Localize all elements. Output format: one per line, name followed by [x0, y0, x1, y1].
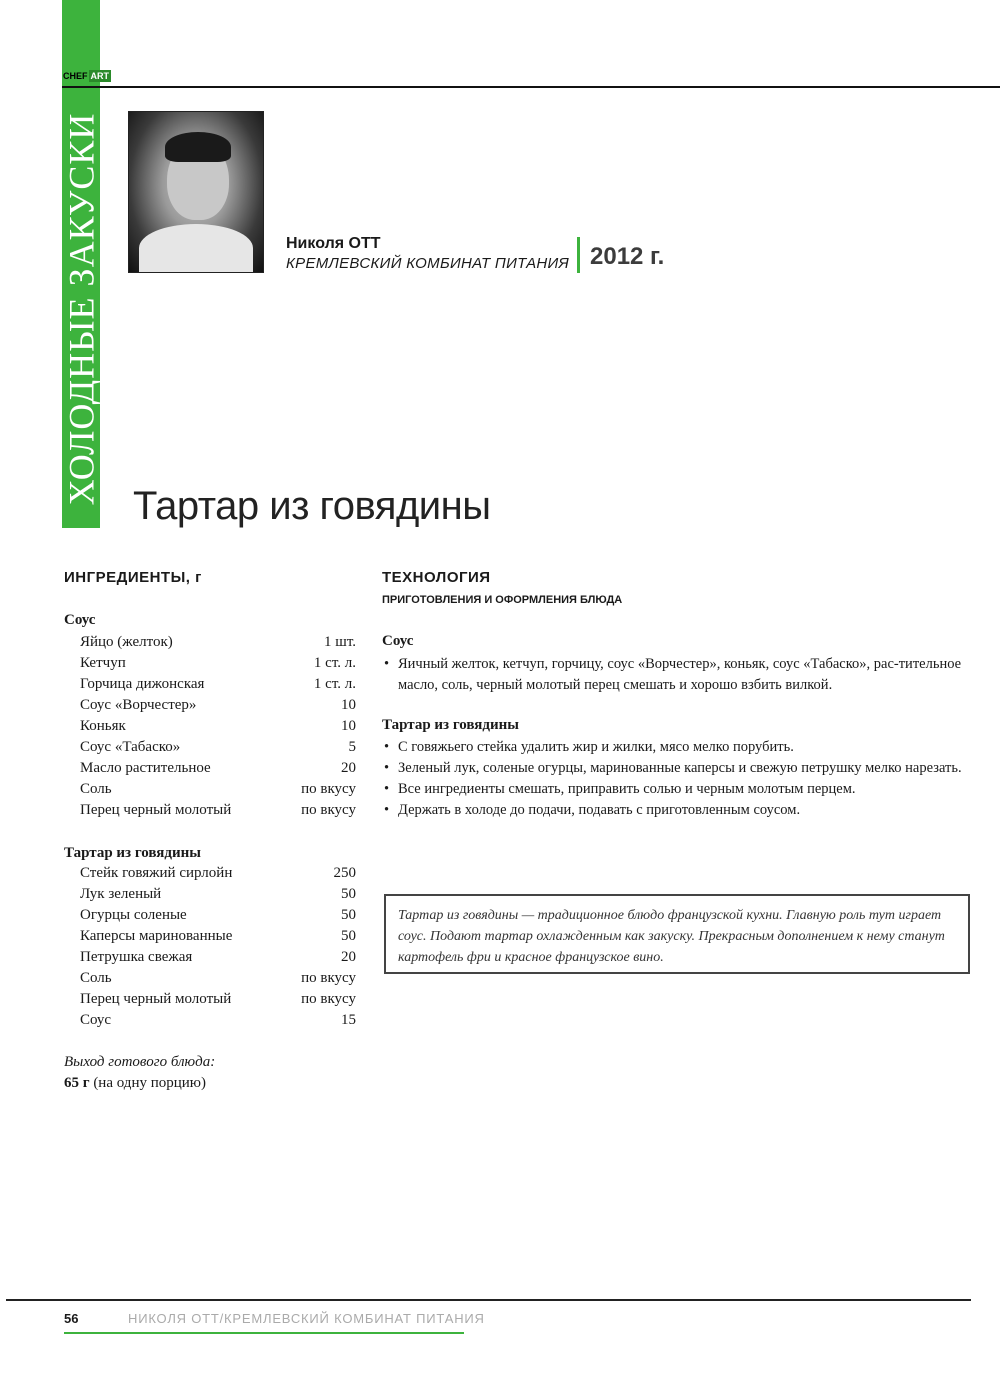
ingredient-row [80, 697, 356, 718]
photo-shoulders [139, 224, 253, 272]
step-list [382, 654, 980, 696]
ingredient-name: Стейк говяжий сирлойн [80, 865, 233, 881]
ingredient-name: Соль [80, 970, 112, 986]
technology-subheading: ПРИГОТОВЛЕНИЯ И ОФОРМЛЕНИЯ БЛЮДА [382, 594, 623, 606]
section-title [62, 90, 100, 528]
step-list [382, 737, 980, 821]
ingredient-amount: 1 ст. л. [313, 676, 356, 692]
ingredient-amount: 1 ст. л. [313, 655, 356, 671]
ingredient-row [80, 970, 356, 991]
ingredient-name: Яйцо (желток) [80, 634, 173, 650]
ingredient-name: Соус «Ворчестер» [80, 697, 197, 713]
footer-rule [6, 1299, 971, 1301]
brand-logo [62, 69, 111, 83]
step-section-title: Тартар из говядины [382, 717, 520, 733]
step-item: • Яичный желток, кетчуп, горчицу, соус «Ворчестер», коньяк, соус «Табаско», рас-тительное масло, соль, черный молотый перец смешать и хорошо взбить вилкой. [382, 654, 980, 696]
ingredient-row [80, 781, 356, 802]
yield-note: (на одну порцию) [93, 1075, 207, 1091]
ingredient-amount: 20 [341, 760, 356, 776]
photo-hair [165, 132, 231, 162]
step-section-title: Соус [382, 633, 414, 649]
ingredient-name: Горчица дижонская [80, 676, 205, 692]
ingredient-amount: 10 [341, 718, 356, 734]
ingredient-row [80, 634, 356, 655]
ingredient-amount: 5 [348, 739, 356, 755]
footer-text: НИКОЛЯ ОТТ/КРЕМЛЕВСКИЙ КОМБИНАТ ПИТАНИЯ [128, 1311, 485, 1326]
section-title-text: ХОЛОДНЫЕ ЗАКУСКИ [61, 112, 101, 506]
ingredient-row [80, 949, 356, 970]
ingredient-name: Соль [80, 781, 112, 797]
ingredient-name: Лук зеленый [80, 886, 162, 902]
ingredient-name: Коньяк [80, 718, 126, 734]
ingredient-name: Кетчуп [80, 655, 126, 671]
ingredient-group-title: Соус [64, 612, 96, 628]
page-number: 56 [64, 1311, 79, 1326]
ingredient-amount: 20 [341, 949, 356, 965]
brand-art: ART [90, 71, 109, 81]
ingredient-amount: по вкусу [301, 970, 356, 986]
brand-chef: CHEF [63, 71, 88, 81]
year: 2012 г. [590, 243, 665, 270]
ingredient-row [80, 886, 356, 907]
dish-title: Тартар из говядины [133, 484, 491, 528]
technology-heading: ТЕХНОЛОГИЯ [382, 569, 491, 586]
ingredient-amount: 10 [341, 697, 356, 713]
step-item: • Зеленый лук, соленые огурцы, маринованные каперсы и свежую петрушку мелко нарезать. [382, 758, 980, 779]
ingredient-name: Огурцы соленые [80, 907, 187, 923]
ingredient-row [80, 907, 356, 928]
ingredient-amount: 50 [341, 907, 356, 923]
step-item: • Все ингредиенты смешать, приправить солью и черным молотым перцем. [382, 779, 980, 800]
ingredient-amount: 15 [341, 1012, 356, 1028]
note-box [384, 894, 970, 974]
yield-amount: 65 г [64, 1075, 90, 1091]
ingredient-row [80, 655, 356, 676]
step-item: • Держать в холоде до подачи, подавать с приготовленным соусом. [382, 800, 980, 821]
ingredient-name: Каперсы маринованные [80, 928, 233, 944]
ingredient-amount: 250 [333, 865, 356, 881]
yield-value [64, 1075, 206, 1092]
ingredient-amount: 1 шт. [324, 634, 356, 650]
ingredient-row [80, 991, 356, 1012]
ingredient-row [80, 739, 356, 760]
ingredients-heading: ИНГРЕДИЕНТЫ, г [64, 569, 202, 586]
ingredient-row [80, 802, 356, 823]
header-rule [62, 86, 1000, 88]
ingredient-row [80, 718, 356, 739]
ingredient-row [80, 1012, 356, 1033]
ingredient-group-title: Тартар из говядины [64, 845, 202, 861]
ingredient-amount: по вкусу [301, 991, 356, 1007]
ingredient-name: Петрушка свежая [80, 949, 193, 965]
ingredient-amount: 50 [341, 928, 356, 944]
step-item: • С говяжьего стейка удалить жир и жилки, мясо мелко порубить. [382, 737, 980, 758]
author-photo [128, 111, 264, 273]
ingredient-name: Перец черный молотый [80, 802, 232, 818]
ingredient-name: Масло растительное [80, 760, 211, 776]
ingredient-row [80, 760, 356, 781]
author-organization: КРЕМЛЕВСКИЙ КОМБИНАТ ПИТАНИЯ [286, 255, 570, 272]
ingredient-row [80, 928, 356, 949]
ingredient-row [80, 676, 356, 697]
author-name: Николя ОТТ [286, 235, 381, 252]
note-text: Тартар из говядины — традиционное блюдо французской кухни. Главную роль тут играет соус. Подают тартар охлажденным как закуску. Прекрасным дополнением к нему станут картофель фри и красное французское вино. [398, 908, 945, 965]
ingredient-amount: по вкусу [301, 802, 356, 818]
ingredient-name: Перец черный молотый [80, 991, 232, 1007]
ingredient-amount: по вкусу [301, 781, 356, 797]
year-divider [577, 237, 580, 273]
ingredient-name: Соус [80, 1012, 112, 1028]
footer-accent-rule [64, 1332, 464, 1334]
yield-label: Выход готового блюда: [64, 1054, 216, 1070]
ingredient-amount: 50 [341, 886, 356, 902]
ingredient-row [80, 865, 356, 886]
ingredient-name: Соус «Табаско» [80, 739, 181, 755]
